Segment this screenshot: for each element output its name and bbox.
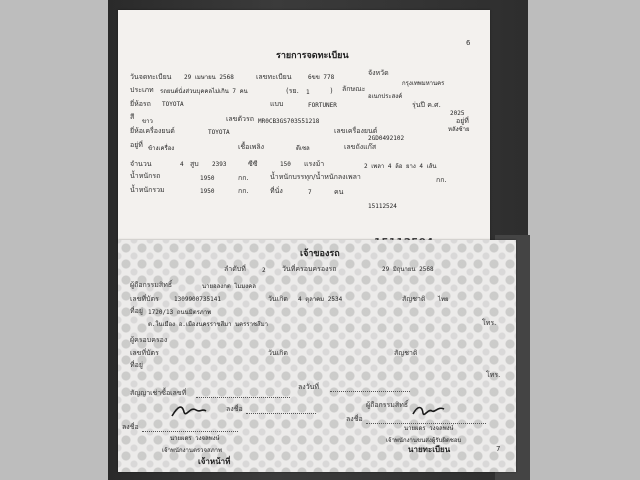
owner-name-label: ผู้ถือกรรมสิทธิ์ (130, 281, 173, 289)
officer-title-right: นายทะเบียน (408, 445, 451, 454)
engine-loc-label: อยู่ที่ (130, 141, 143, 149)
cyl-label: จำนวน (130, 160, 152, 168)
chassis-loc-value: หลังซ้าย (448, 126, 470, 133)
holder-id-label: เลขที่บัตร (130, 349, 159, 357)
tank-label: เลขถังแก๊ส (344, 143, 377, 151)
order-label: ลำดับที่ (224, 265, 246, 273)
color-label: สี (130, 113, 135, 121)
sign-label-right: ลงชื่อ (346, 415, 363, 423)
bottom-page-number: 7 (496, 445, 501, 453)
page-title: รายการจดทะเบียน (276, 51, 349, 61)
body-value: อเนกประสงค์ (368, 93, 403, 100)
officer-name-right: นายผดร วงจลพงษ์ (404, 425, 454, 432)
signature-mark-upper-left (168, 400, 218, 422)
chassis-label: เลขตัวรถ (226, 115, 254, 123)
gross-unit: กก. (238, 187, 249, 195)
holder-label: ผู้ครอบครอง (130, 336, 168, 344)
engine-brand-value: TOYOTA (208, 129, 230, 136)
year-label: รุ่นปี ค.ศ. (412, 101, 441, 109)
seat-label: ที่นั่ง (270, 187, 283, 195)
holder-tel-label: โทร. (486, 371, 501, 379)
dob-label: วันเกิด (268, 295, 288, 303)
chassis-value: MR0CB3GS703551218 (258, 118, 320, 125)
rs-label: (รย. (286, 87, 299, 95)
owner-date-value: 29 มิถุนายน 2568 (382, 266, 434, 273)
hp-unit: แรงม้า (304, 160, 325, 168)
lease-label: สัญญาเช่าซื้อเลขที่ (130, 389, 187, 397)
address-line-1: 1720/13 ถนนมิตรภาพ (148, 309, 212, 316)
engine-no-label: เลขเครื่องยนต์ (334, 127, 378, 135)
fuel-label: เชื้อเพลิง (238, 143, 265, 151)
chassis-loc-label: อยู่ที่ (456, 117, 469, 125)
lease-line (196, 397, 290, 398)
officer-name-left: นายผดร วงจลพงษ์ (170, 435, 220, 442)
rs-close: ) (330, 87, 333, 95)
signature-mark-right (410, 400, 450, 422)
body-label: ลักษณะ (342, 85, 366, 93)
serial-number: 15112524 (368, 203, 397, 210)
fuel-value: ดีเซล (296, 145, 310, 152)
model-value: FORTUNER (308, 102, 337, 109)
plate-value: 6ขข 778 (308, 74, 335, 81)
tel-label: โทร. (482, 319, 497, 327)
officer-title-left: เจ้าหน้าที่ (198, 457, 231, 466)
seat-unit: คน (334, 188, 344, 196)
engine-loc-value: ข้างเครื่อง (148, 145, 175, 152)
lease-date-line (330, 391, 410, 392)
holder-address-label: ที่อยู่ (130, 361, 143, 369)
address-label: ที่อยู่ (130, 307, 143, 315)
cyl-value: 4 (180, 161, 184, 168)
brand-value: TOYOTA (162, 101, 184, 108)
dob-value: 4 ตุลาคม 2534 (298, 296, 343, 303)
sign-label-left: ลงชื่อ (122, 423, 139, 431)
year-value: 2025 (450, 110, 465, 117)
seat-value: 7 (308, 189, 312, 196)
sign-label-upper-left: ลงชื่อ (226, 405, 243, 413)
nationality-label: สัญชาติ (402, 295, 426, 303)
axle-value: 2 เพลา 4 ล้อ ยาง 4 เส้น (364, 163, 437, 170)
load-unit: กก. (436, 176, 447, 184)
type-value: รถยนต์นั่งส่วนบุคคลไม่เกิน 7 คน (160, 88, 248, 95)
hp-value: 150 (280, 161, 291, 168)
province-value: กรุงเทพมหานคร (402, 80, 445, 87)
owner-signature-label: ผู้ถือกรรมสิทธิ์ (366, 401, 409, 409)
cc-unit: ซีซี (248, 160, 258, 168)
owner-section-title: เจ้าของรถ (300, 249, 340, 259)
reg-date-value: 29 เมษายน 2568 (184, 74, 234, 81)
cc-value: 2393 (212, 161, 227, 168)
owner-date-label: วันที่ครอบครองรถ (282, 265, 337, 273)
officer-position-right: เจ้าพนักงานขนส่งผู้รับผิดชอบ (386, 437, 462, 444)
lease-date-label: ลงวันที่ (298, 383, 320, 391)
page-number: 6 (466, 39, 471, 47)
color-value: ขาว (142, 118, 153, 125)
holder-nationality-label: สัญชาติ (394, 349, 418, 357)
rs-value: 1 (306, 89, 310, 96)
model-label: แบบ (270, 100, 284, 108)
province-label: จังหวัด (368, 69, 389, 77)
plate-label: เลขทะเบียน (256, 73, 292, 81)
cyl-unit: สูบ (190, 160, 199, 168)
load-label: น้ำหนักบรรทุก/น้ำหนักลงเพลา (270, 173, 361, 181)
id-label: เลขที่บัตร (130, 295, 159, 303)
id-value: 1309900735141 (174, 296, 221, 303)
brand-label: ยี่ห้อรถ (130, 100, 151, 108)
sign-line-right (366, 423, 486, 424)
weight-label: น้ำหนักรถ (130, 172, 161, 180)
registration-page-top (118, 10, 490, 242)
nationality-value: ไทย (438, 296, 449, 303)
address-line-2: ต.ในเมือง อ.เมืองนครราชสีมา นครราชสีมา (148, 321, 269, 328)
registration-page-owner (118, 240, 516, 472)
reg-date-label: วันจดทะเบียน (130, 73, 172, 81)
engine-no-value: 2GD0492102 (368, 135, 405, 142)
engine-brand-label: ยี่ห้อเครื่องยนต์ (130, 127, 175, 135)
sign-line-left (142, 431, 238, 432)
type-label: ประเภท (130, 86, 154, 94)
weight-value: 1950 (200, 175, 215, 182)
holder-dob-label: วันเกิด (268, 349, 288, 357)
gross-value: 1950 (200, 188, 215, 195)
gross-label: น้ำหนักรวม (130, 186, 165, 194)
sign-line-upper-left (246, 413, 316, 414)
owner-name-value: นายอลงกต ไมมงคล (202, 283, 256, 290)
weight-unit: กก. (238, 174, 249, 182)
order-value: 2 (262, 267, 266, 274)
officer-position-left: เจ้าพนักงานตรวจสภาพ (162, 447, 222, 454)
